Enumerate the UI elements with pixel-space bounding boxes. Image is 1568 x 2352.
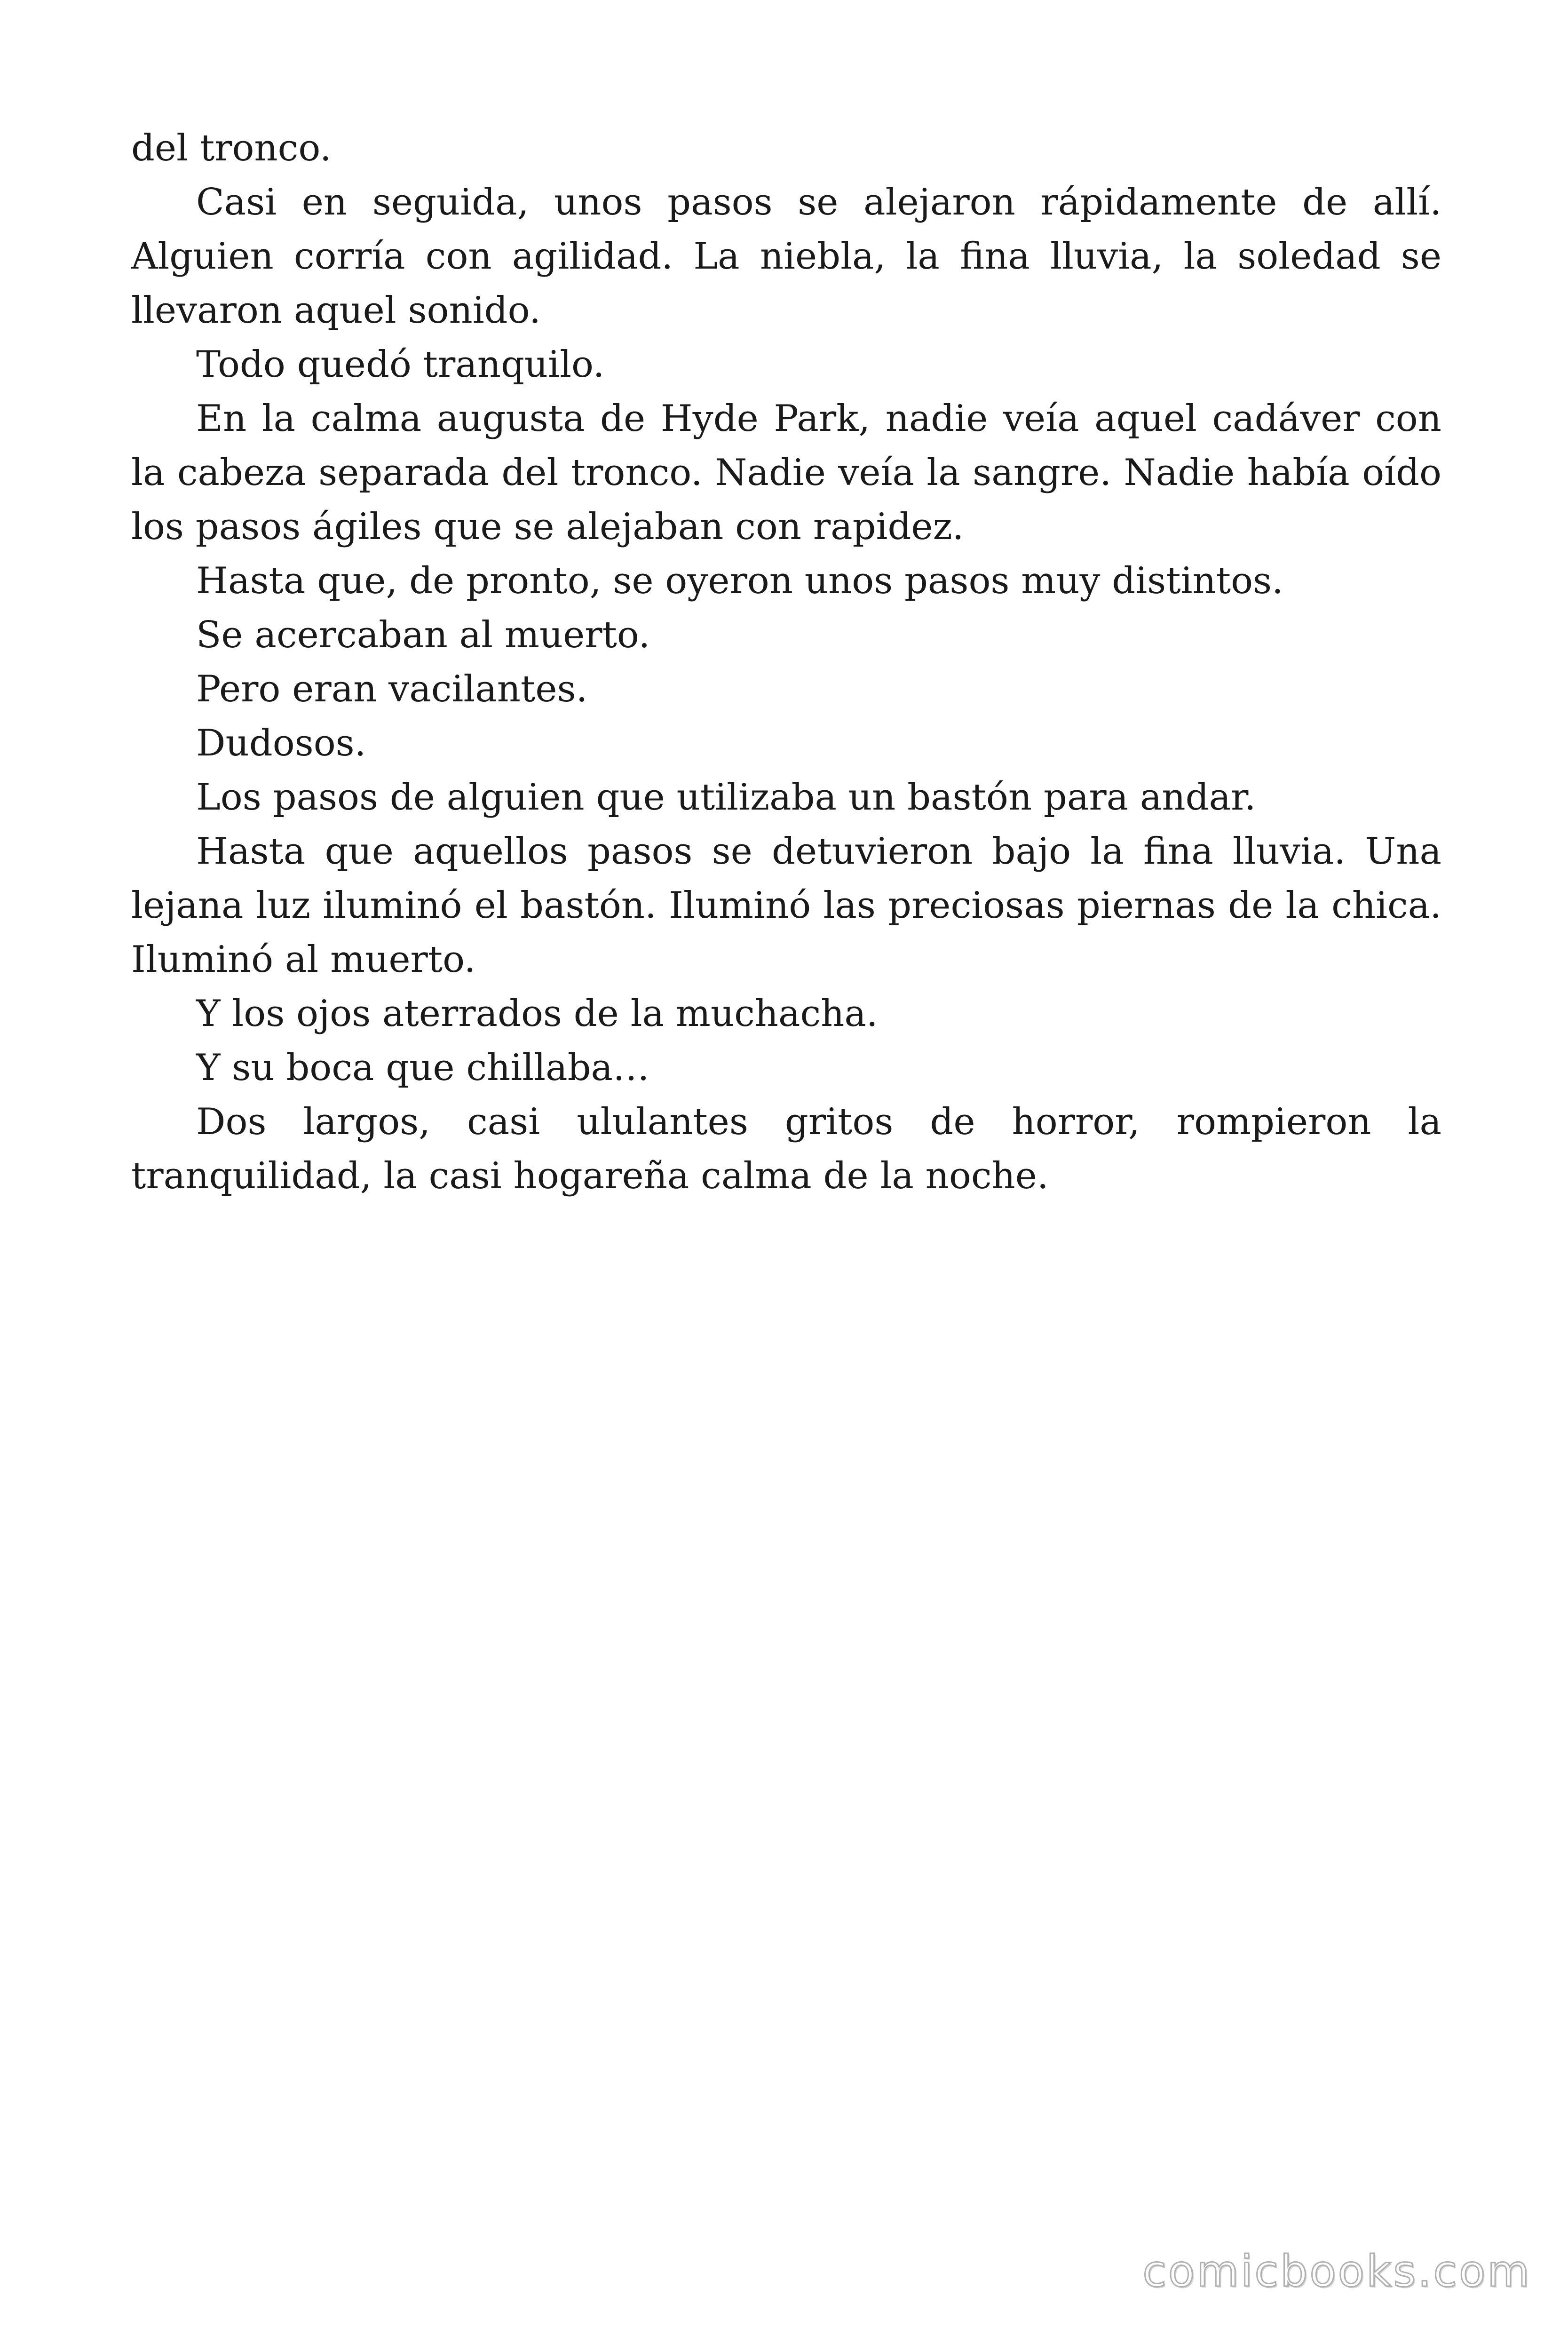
paragraph-4: En la calma augusta de Hyde Park, nadie veía aquel cadáver con la cabeza separada del tronco. Nadie veía la sangre. Nadie había oído los pasos ágiles que se alejaban con rapidez. [131,397,1441,548]
paragraph-9: Los pasos de alguien que utilizaba un bastón para andar. [196,776,1256,818]
watermark: comicbooks.com [1142,2246,1531,2296]
paragraph-8: Dudosos. [196,722,366,764]
paragraph-10: Hasta que aquellos pasos se detuvieron bajo la fina lluvia. Una lejana luz iluminó el bastón. Iluminó las preciosas piernas de la chica. Iluminó al muerto. [131,830,1441,981]
paragraph-1: del tronco. [131,127,332,169]
paragraph-13: Dos largos, casi ululantes gritos de horror, rompieron la tranquilidad, la casi hogareña calma de la noche. [131,1101,1441,1197]
page-body [131,121,1441,1203]
paragraph-2: Casi en seguida, unos pasos se alejaron rápidamente de allí. Alguien corría con agilidad. La niebla, la fina lluvia, la soledad se llevaron aquel sonido. [131,181,1441,332]
paragraph-3: Todo quedó tranquilo. [196,343,605,386]
paragraph-5: Hasta que, de pronto, se oyeron unos pasos muy distintos. [196,560,1283,602]
paragraph-6: Se acercaban al muerto. [196,614,650,656]
paragraph-12: Y su boca que chillaba… [196,1047,650,1089]
paragraph-7: Pero eran vacilantes. [196,668,588,710]
paragraph-11: Y los ojos aterrados de la muchacha. [196,993,878,1035]
